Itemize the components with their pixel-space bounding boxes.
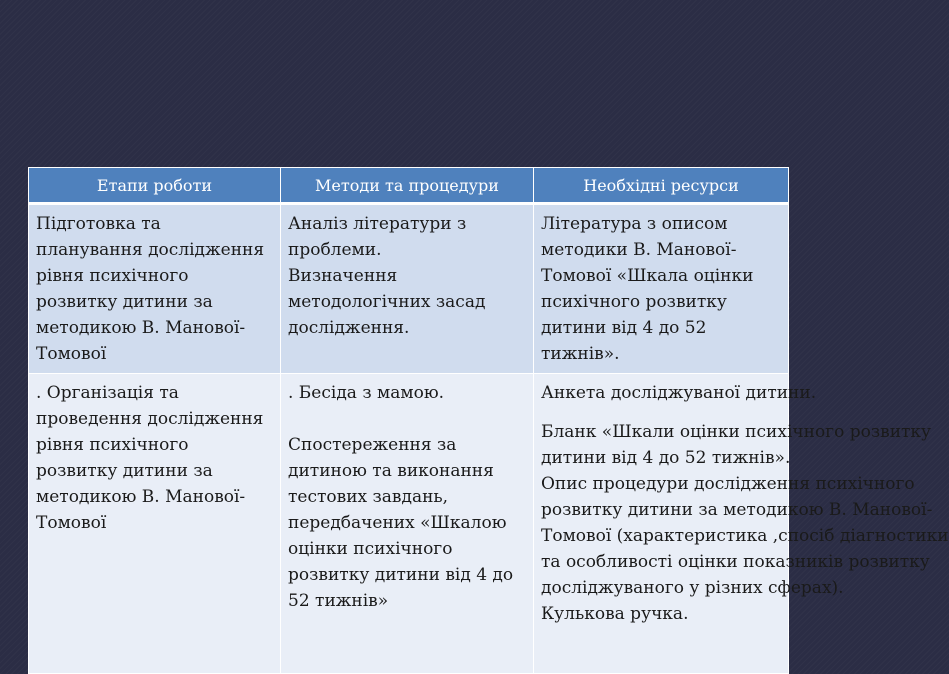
text-line: рівня психічного bbox=[36, 435, 189, 455]
cell-stage bbox=[29, 204, 281, 374]
cell-stage bbox=[29, 374, 281, 674]
text-line: 52 тижнів» bbox=[288, 591, 389, 611]
text-line: рівня психічного bbox=[36, 266, 189, 286]
text-line: планування дослідження bbox=[36, 240, 265, 260]
text-line: проблеми. bbox=[288, 240, 382, 260]
text-line: Література з описом bbox=[541, 214, 728, 234]
text-line: досліджуваного у різних сферах). bbox=[541, 578, 844, 598]
text-line: методологічних засад bbox=[288, 292, 486, 312]
text-line: Бланк «Шкали оцінки психічного розвитку bbox=[541, 422, 932, 442]
text-line: проведення дослідження bbox=[36, 409, 264, 429]
research-stages-table bbox=[28, 167, 949, 674]
text-line: та особливості оцінки показників розвитку bbox=[541, 552, 930, 572]
text-line: Визначення bbox=[288, 266, 398, 286]
text-line: методики В. Манової- bbox=[541, 240, 737, 260]
table-row bbox=[29, 374, 789, 674]
text-line: розвитку дитини від 4 до bbox=[288, 565, 514, 585]
text-line: Кулькова ручка. bbox=[541, 604, 689, 624]
text-line: психічного розвитку bbox=[541, 292, 727, 312]
table-header-row bbox=[29, 168, 789, 204]
text-line: Томової bbox=[36, 513, 107, 533]
text-line: розвитку дитини за bbox=[36, 292, 213, 312]
text-line: Томової (характеристика ,спосіб діагностики bbox=[541, 526, 949, 546]
cell-methods bbox=[281, 374, 534, 674]
text-line: дитиною та виконання bbox=[288, 461, 494, 481]
cell-resources bbox=[534, 374, 949, 674]
text-line: оцінки психічного bbox=[288, 539, 453, 559]
cell-methods bbox=[281, 204, 534, 374]
text-line: дитини від 4 до 52 тижнів». bbox=[541, 448, 791, 468]
text-line: . Бесіда з мамою. bbox=[288, 383, 445, 403]
header-resources: Необхідні ресурси bbox=[534, 168, 789, 204]
text-line: дослідження. bbox=[288, 318, 410, 338]
text-line: Аналіз літератури з bbox=[288, 214, 467, 234]
text-line: розвитку дитини за bbox=[36, 461, 213, 481]
text-line: . Організація та bbox=[36, 383, 179, 403]
text-line: Опис процедури дослідження психічного bbox=[541, 474, 915, 494]
cell-resources bbox=[534, 204, 789, 374]
header-methods: Методи та процедури bbox=[281, 168, 534, 204]
text-line: Томової bbox=[36, 344, 107, 364]
text-line: Спостереження за bbox=[288, 435, 457, 455]
text-line: тижнів». bbox=[541, 344, 620, 364]
text-line: Томової «Шкала оцінки bbox=[541, 266, 754, 286]
text-line: Анкета досліджуваної дитини. bbox=[541, 383, 817, 403]
paragraph-gap bbox=[541, 406, 782, 419]
text-line: Підготовка та bbox=[36, 214, 161, 234]
text-line: методикою В. Манової- bbox=[36, 487, 246, 507]
paragraph-gap bbox=[288, 406, 527, 432]
header-stages: Етапи роботи bbox=[29, 168, 281, 204]
text-line: тестових завдань, bbox=[288, 487, 449, 507]
text-line: розвитку дитини за методикою В. Манової- bbox=[541, 500, 933, 520]
text-line: методикою В. Манової- bbox=[36, 318, 246, 338]
text-line: передбачених «Шкалою bbox=[288, 513, 507, 533]
table-row bbox=[29, 204, 789, 374]
text-line: дитини від 4 до 52 bbox=[541, 318, 707, 338]
